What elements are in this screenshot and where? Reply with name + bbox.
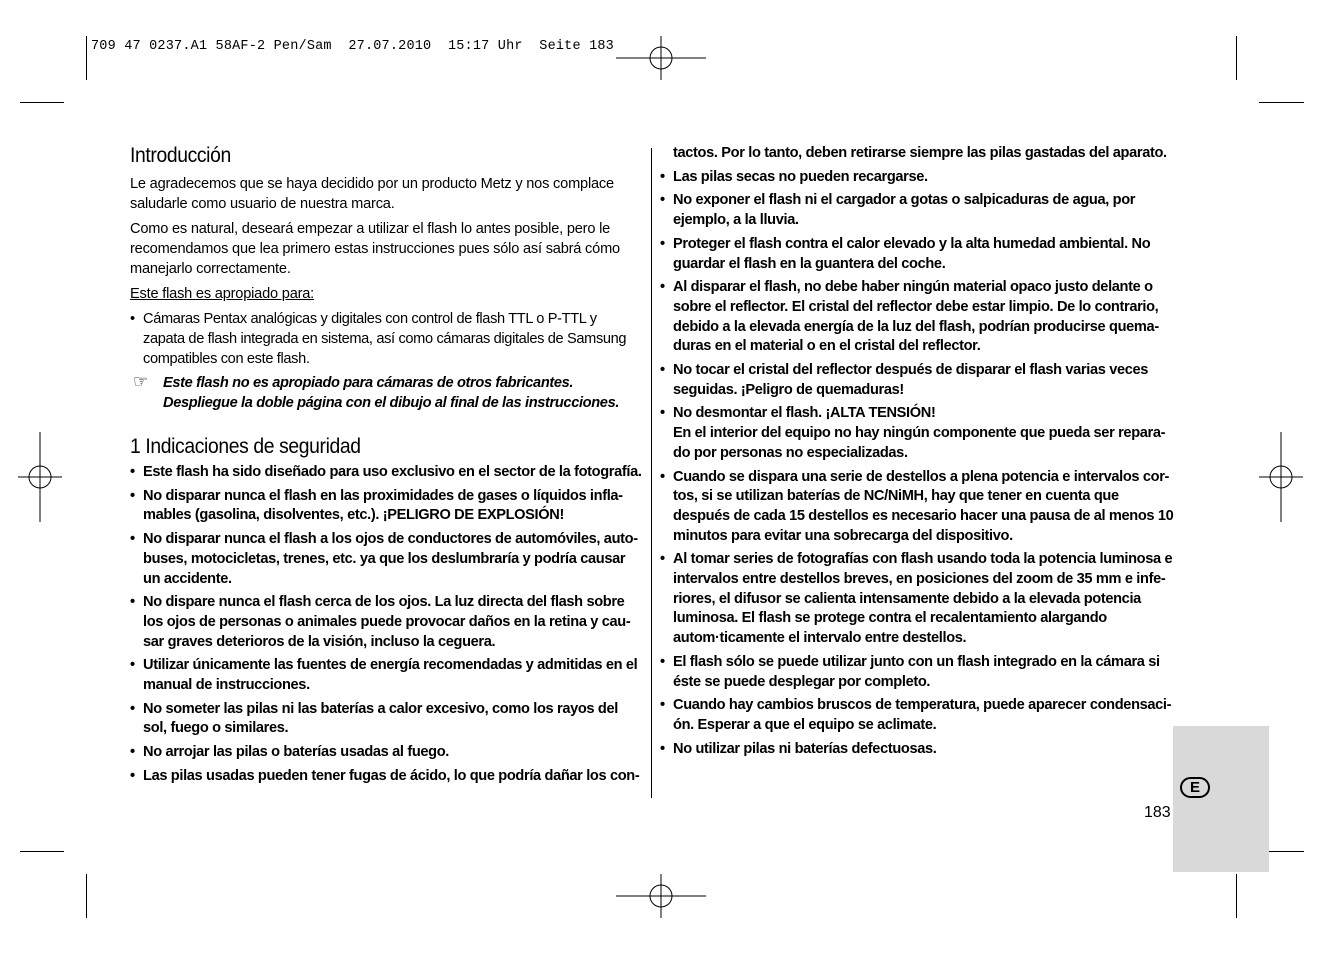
list-item-text: Las pilas secas no pueden recargarse. (673, 168, 928, 185)
list-item (660, 404, 1175, 463)
registration-mark-top (616, 36, 706, 80)
crop-mark (20, 102, 64, 103)
safety-list-continued (660, 168, 1175, 760)
list-item (660, 653, 1175, 692)
bullet: • (130, 464, 135, 480)
registration-mark-right (1259, 432, 1303, 522)
list-item-continuation (660, 144, 1175, 164)
list-item-text: No tocar el cristal del reflector después de disparar el flash varias veces seguidas. ¡Peligro de quemaduras! (673, 362, 1149, 398)
bullet: • (130, 700, 135, 717)
intro-paragraph: Como es natural, deseará empezar a utilizar el flash lo antes posible, pero le recomendamos que lea primero estas instrucciones pues sólo así sabrá cómo manejarlo correctamente. (130, 221, 620, 277)
bullet: • (660, 235, 665, 252)
list-item-text: Al tomar series de fotografías con flash usando toda la potencia luminosa e intervalos entre destellos breves, en posiciones del zoom de 35 mm e infe-riores, el difusor se calienta intensamente debido a la elevada potencia luminosa. El flash se protege contra el recalentamiento alargando autom·ticamente el intervalo entre destellos. (673, 551, 1173, 647)
list-item (130, 593, 642, 652)
list-item (130, 530, 642, 589)
list-item-text: Las pilas usadas pueden tener fugas de ácido, lo que podría dañar los con- (143, 767, 640, 784)
language-badge: E (1180, 777, 1210, 798)
intro-paragraph: Le agradecemos que se haya decidido por un producto Metz y nos complace saludarle como usuario de nuestra marca. (130, 176, 614, 212)
page-number: 183 (1144, 804, 1171, 821)
suitable-label (130, 284, 642, 304)
list-item-text: No exponer el flash ni el cargador a gotas o salpicaduras de agua, por ejemplo, a la lluvia. (673, 192, 1136, 229)
suitable-item (130, 309, 642, 369)
left-column (130, 144, 642, 791)
bullet: • (130, 657, 135, 674)
bullet: • (660, 279, 665, 296)
list-item (660, 740, 1175, 760)
list-item-text: Al disparar el flash, no debe haber ningún material opaco justo delante o sobre el reflector. El cristal del reflector debe estar limpio. De lo contrario, debido a la elevada energía de la luz del flash, podrían producirse quema-duras en el material o en el cristal del reflector. (673, 279, 1159, 355)
bullet: • (130, 744, 135, 761)
print-slug: 709 47 0237.A1 58AF-2 Pen/Sam 27.07.2010 15:17 Uhr Seite 183 (91, 39, 614, 54)
list-item-text: Cuando hay cambios bruscos de temperatura, puede aparecer condensaci-ón. Esperar a que el equipo se aclimate. (673, 697, 1172, 733)
bullet: • (660, 551, 665, 568)
bullet: • (660, 192, 665, 209)
bullet: • (130, 311, 135, 327)
list-item (660, 168, 1175, 188)
list-item-text: No disparar nunca el flash a los ojos de conductores de automóviles, auto-buses, motocicletas, trenes, etc. ya que los deslumbraría y podría causar un accidente. (143, 531, 638, 587)
suitable-label-text: Este flash es apropiado para: (130, 286, 315, 302)
list-item (130, 487, 642, 526)
continuation-text: tactos. Por lo tanto, deben retirarse siempre las pilas gastadas del aparato. (673, 145, 1167, 161)
list-item (660, 696, 1175, 735)
bullet: • (660, 653, 665, 670)
pointing-hand-icon: ☞ (133, 372, 148, 391)
bullet: • (660, 697, 665, 714)
crop-mark (86, 874, 87, 918)
crop-mark (1236, 36, 1237, 80)
list-item-text: No arrojar las pilas o baterías usadas al fuego. (143, 744, 450, 761)
list-item (660, 361, 1175, 400)
safety-heading: 1 Indicaciones de seguridad (130, 435, 361, 458)
list-item (660, 191, 1175, 230)
list-item-text: Este flash ha sido diseñado para uso exclusivo en el sector de la fotografía. (143, 464, 642, 480)
bullet: • (660, 405, 665, 422)
list-item-text: No someter las pilas ni las baterías a calor excesivo, como los rayos del sol, fuego o similares. (143, 700, 618, 737)
right-column (660, 144, 1175, 763)
list-item-text: No utilizar pilas ni baterías defectuosas. (673, 740, 937, 757)
list-item-text: Cuando se dispara una serie de destellos a plena potencia e intervalos cor-tos, si se utilizan baterías de NC/NiMH, hay que tener en cuenta que después de cada 15 destellos es necesario hacer una pausa de al menos 10 minutos para evitar una sobrecarga del dispositivo. (673, 468, 1174, 544)
language-tab (1173, 726, 1269, 872)
crop-mark (1259, 102, 1304, 103)
registration-mark-left (18, 432, 62, 522)
bullet: • (660, 740, 665, 757)
list-item (130, 656, 642, 695)
list-item-text: El flash sólo se puede utilizar junto con un flash integrado en la cámara si éste se puede desplegar por completo. (673, 653, 1160, 690)
list-item (130, 700, 642, 739)
note-text: Este flash no es apropiado para cámaras de otros fabricantes. Despliegue la doble página con el dibujo al final de las instrucciones. (163, 375, 620, 411)
suitable-item-text: Cámaras Pentax analógicas y digitales con control de flash TTL o P-TTL y zapata de flash integrada en sistema, así como cámaras digitales de Samsung compatibles con este flash. (143, 311, 627, 367)
bullet: • (660, 362, 665, 379)
bullet: • (660, 468, 665, 485)
column-divider (651, 148, 652, 798)
list-item (660, 278, 1175, 357)
safety-list (130, 463, 642, 787)
bullet: • (130, 594, 135, 611)
note (130, 373, 642, 413)
list-item (660, 468, 1175, 547)
registration-mark-bottom (616, 874, 706, 918)
bullet: • (130, 767, 135, 784)
list-item (660, 235, 1175, 274)
list-item-text: Proteger el flash contra el calor elevado y la alta humedad ambiental. No guardar el flash en la guantera del coche. (673, 235, 1151, 272)
crop-mark (20, 851, 64, 852)
list-item (130, 743, 642, 763)
bullet: • (660, 168, 665, 185)
list-item-text: No desmontar el flash. ¡ALTA TENSIÓN! En el interior del equipo no hay ningún componente que pueda ser repara-do por personas no especializadas. (673, 405, 1166, 461)
intro-heading: Introducción (130, 144, 231, 167)
bullet: • (130, 531, 135, 548)
list-item (130, 767, 642, 787)
list-item-text: No disparar nunca el flash en las proximidades de gases o líquidos infla-mables (gasolina, disolventes, etc.). ¡PELIGRO DE EXPLOSIÓN! (143, 487, 623, 524)
crop-mark (1236, 874, 1237, 918)
list-item (660, 550, 1175, 649)
list-item (130, 463, 642, 483)
bullet: • (130, 487, 135, 504)
list-item-text: No dispare nunca el flash cerca de los ojos. La luz directa del flash sobre los ojos de personas o animales puede provocar daños en la retina y cau-sar graves deterioros de la visión, incluso la ceguera. (143, 594, 631, 650)
list-item-text: Utilizar únicamente las fuentes de energía recomendadas y admitidas en el manual de instrucciones. (143, 657, 638, 694)
crop-mark (86, 36, 87, 80)
